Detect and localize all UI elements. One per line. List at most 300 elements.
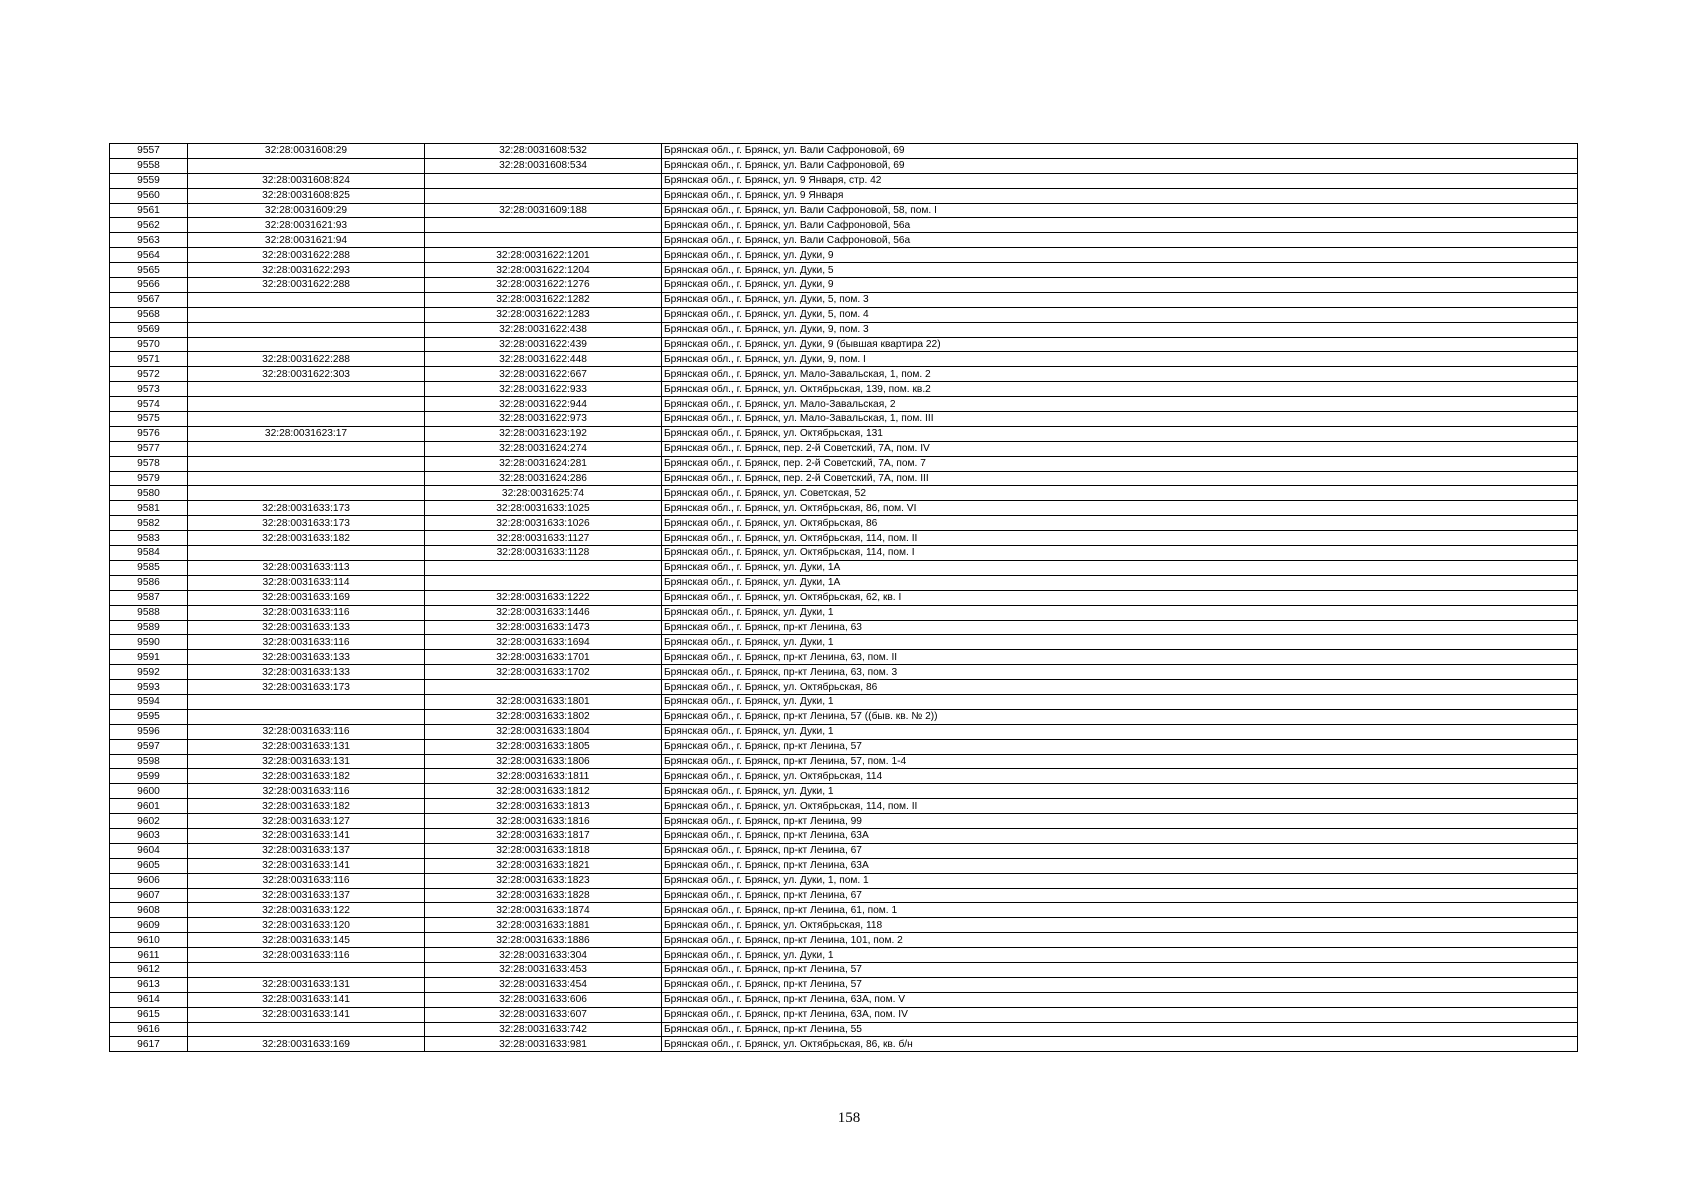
address-cell: Брянская обл., г. Брянск, ул. Октябрьская, 114, пом. II — [662, 531, 1578, 546]
table-row — [110, 680, 1578, 695]
table-row — [110, 560, 1578, 575]
address-cell: Брянская обл., г. Брянск, ул. Октябрьская, 86 — [662, 516, 1578, 531]
address-cell: Брянская обл., г. Брянск, ул. Дуки, 1, пом. 1 — [662, 873, 1578, 888]
table-row — [110, 307, 1578, 322]
row-number-cell: 9611 — [110, 948, 188, 963]
table-row — [110, 694, 1578, 709]
land-cadastral-number-cell — [188, 337, 425, 352]
land-cadastral-number-cell — [188, 709, 425, 724]
land-cadastral-number-cell: 32:28:0031633:120 — [188, 918, 425, 933]
table-row — [110, 233, 1578, 248]
row-number-cell: 9573 — [110, 382, 188, 397]
object-cadastral-number-cell: 32:28:0031633:1804 — [425, 724, 662, 739]
row-number-cell: 9617 — [110, 1037, 188, 1052]
table-row — [110, 739, 1578, 754]
address-cell: Брянская обл., г. Брянск, ул. Дуки, 1 — [662, 784, 1578, 799]
address-cell: Брянская обл., г. Брянск, пр-кт Ленина, 63, пом. 3 — [662, 665, 1578, 680]
land-cadastral-number-cell: 32:28:0031633:182 — [188, 799, 425, 814]
row-number-cell: 9587 — [110, 590, 188, 605]
registry-table-body — [110, 144, 1578, 1052]
address-cell: Брянская обл., г. Брянск, ул. Октябрьская, 86 — [662, 680, 1578, 695]
object-cadastral-number-cell — [425, 173, 662, 188]
land-cadastral-number-cell: 32:28:0031633:169 — [188, 590, 425, 605]
table-row — [110, 903, 1578, 918]
address-cell: Брянская обл., г. Брянск, ул. Октябрьская, 139, пом. кв.2 — [662, 382, 1578, 397]
row-number-cell: 9570 — [110, 337, 188, 352]
row-number-cell: 9571 — [110, 352, 188, 367]
address-cell: Брянская обл., г. Брянск, ул. Дуки, 1 — [662, 694, 1578, 709]
table-row — [110, 426, 1578, 441]
land-cadastral-number-cell: 32:28:0031633:169 — [188, 1037, 425, 1052]
object-cadastral-number-cell: 32:28:0031633:981 — [425, 1037, 662, 1052]
object-cadastral-number-cell: 32:28:0031633:1811 — [425, 769, 662, 784]
table-row — [110, 650, 1578, 665]
object-cadastral-number-cell: 32:28:0031622:667 — [425, 367, 662, 382]
object-cadastral-number-cell: 32:28:0031633:1694 — [425, 635, 662, 650]
table-row — [110, 203, 1578, 218]
land-cadastral-number-cell: 32:28:0031633:141 — [188, 858, 425, 873]
land-cadastral-number-cell: 32:28:0031623:17 — [188, 426, 425, 441]
row-number-cell: 9599 — [110, 769, 188, 784]
table-row — [110, 292, 1578, 307]
address-cell: Брянская обл., г. Брянск, ул. Мало-Завальская, 2 — [662, 397, 1578, 412]
table-row — [110, 382, 1578, 397]
row-number-cell: 9566 — [110, 278, 188, 293]
table-row — [110, 471, 1578, 486]
object-cadastral-number-cell — [425, 233, 662, 248]
address-cell: Брянская обл., г. Брянск, ул. Октябрьская, 114 — [662, 769, 1578, 784]
object-cadastral-number-cell: 32:28:0031622:1201 — [425, 248, 662, 263]
object-cadastral-number-cell: 32:28:0031633:1128 — [425, 546, 662, 561]
object-cadastral-number-cell: 32:28:0031633:1886 — [425, 933, 662, 948]
land-cadastral-number-cell: 32:28:0031633:122 — [188, 903, 425, 918]
row-number-cell: 9564 — [110, 248, 188, 263]
object-cadastral-number-cell: 32:28:0031633:1127 — [425, 531, 662, 546]
row-number-cell: 9562 — [110, 218, 188, 233]
land-cadastral-number-cell: 32:28:0031633:133 — [188, 665, 425, 680]
object-cadastral-number-cell: 32:28:0031609:188 — [425, 203, 662, 218]
address-cell: Брянская обл., г. Брянск, пр-кт Ленина, 57 — [662, 739, 1578, 754]
row-number-cell: 9567 — [110, 292, 188, 307]
row-number-cell: 9578 — [110, 456, 188, 471]
table-row — [110, 516, 1578, 531]
land-cadastral-number-cell: 32:28:0031633:145 — [188, 933, 425, 948]
land-cadastral-number-cell: 32:28:0031633:116 — [188, 948, 425, 963]
land-cadastral-number-cell: 32:28:0031609:29 — [188, 203, 425, 218]
object-cadastral-number-cell: 32:28:0031624:286 — [425, 471, 662, 486]
land-cadastral-number-cell: 32:28:0031633:116 — [188, 605, 425, 620]
row-number-cell: 9563 — [110, 233, 188, 248]
land-cadastral-number-cell: 32:28:0031633:116 — [188, 635, 425, 650]
land-cadastral-number-cell — [188, 546, 425, 561]
address-cell: Брянская обл., г. Брянск, ул. Дуки, 9 (бывшая квартира 22) — [662, 337, 1578, 352]
land-cadastral-number-cell — [188, 471, 425, 486]
land-cadastral-number-cell: 32:28:0031633:173 — [188, 501, 425, 516]
object-cadastral-number-cell: 32:28:0031633:453 — [425, 962, 662, 977]
object-cadastral-number-cell: 32:28:0031622:438 — [425, 322, 662, 337]
land-cadastral-number-cell — [188, 307, 425, 322]
row-number-cell: 9602 — [110, 814, 188, 829]
table-row — [110, 486, 1578, 501]
object-cadastral-number-cell: 32:28:0031622:973 — [425, 412, 662, 427]
land-cadastral-number-cell — [188, 382, 425, 397]
address-cell: Брянская обл., г. Брянск, пр-кт Ленина, 57 — [662, 977, 1578, 992]
row-number-cell: 9574 — [110, 397, 188, 412]
land-cadastral-number-cell: 32:28:0031633:131 — [188, 739, 425, 754]
row-number-cell: 9576 — [110, 426, 188, 441]
land-cadastral-number-cell: 32:28:0031633:141 — [188, 992, 425, 1007]
table-row — [110, 158, 1578, 173]
address-cell: Брянская обл., г. Брянск, ул. Октябрьская, 118 — [662, 918, 1578, 933]
table-row — [110, 531, 1578, 546]
object-cadastral-number-cell: 32:28:0031633:1025 — [425, 501, 662, 516]
land-cadastral-number-cell: 32:28:0031633:182 — [188, 531, 425, 546]
land-cadastral-number-cell: 32:28:0031622:303 — [188, 367, 425, 382]
land-cadastral-number-cell: 32:28:0031608:825 — [188, 188, 425, 203]
object-cadastral-number-cell: 32:28:0031633:1816 — [425, 814, 662, 829]
land-cadastral-number-cell: 32:28:0031633:113 — [188, 560, 425, 575]
row-number-cell: 9580 — [110, 486, 188, 501]
table-row — [110, 948, 1578, 963]
row-number-cell: 9582 — [110, 516, 188, 531]
row-number-cell: 9615 — [110, 1007, 188, 1022]
object-cadastral-number-cell: 32:28:0031608:534 — [425, 158, 662, 173]
address-cell: Брянская обл., г. Брянск, пр-кт Ленина, 67 — [662, 843, 1578, 858]
object-cadastral-number-cell: 32:28:0031622:1204 — [425, 263, 662, 278]
land-cadastral-number-cell: 32:28:0031633:141 — [188, 1007, 425, 1022]
land-cadastral-number-cell: 32:28:0031633:141 — [188, 828, 425, 843]
table-row — [110, 754, 1578, 769]
table-row — [110, 173, 1578, 188]
address-cell: Брянская обл., г. Брянск, пер. 2-й Советский, 7А, пом. 7 — [662, 456, 1578, 471]
object-cadastral-number-cell: 32:28:0031633:304 — [425, 948, 662, 963]
row-number-cell: 9614 — [110, 992, 188, 1007]
row-number-cell: 9610 — [110, 933, 188, 948]
table-row — [110, 188, 1578, 203]
land-cadastral-number-cell: 32:28:0031633:182 — [188, 769, 425, 784]
object-cadastral-number-cell: 32:28:0031633:1701 — [425, 650, 662, 665]
table-row — [110, 843, 1578, 858]
object-cadastral-number-cell: 32:28:0031633:1812 — [425, 784, 662, 799]
object-cadastral-number-cell: 32:28:0031633:1802 — [425, 709, 662, 724]
table-row — [110, 501, 1578, 516]
land-cadastral-number-cell — [188, 292, 425, 307]
object-cadastral-number-cell: 32:28:0031633:1813 — [425, 799, 662, 814]
address-cell: Брянская обл., г. Брянск, ул. Мало-Завальская, 1, пом. III — [662, 412, 1578, 427]
table-row — [110, 962, 1578, 977]
table-row — [110, 590, 1578, 605]
address-cell: Брянская обл., г. Брянск, пр-кт Ленина, 67 — [662, 888, 1578, 903]
address-cell: Брянская обл., г. Брянск, пер. 2-й Советский, 7А, пом. III — [662, 471, 1578, 486]
address-cell: Брянская обл., г. Брянск, ул. Дуки, 9 — [662, 278, 1578, 293]
object-cadastral-number-cell: 32:28:0031633:1818 — [425, 843, 662, 858]
table-row — [110, 873, 1578, 888]
table-row — [110, 769, 1578, 784]
address-cell: Брянская обл., г. Брянск, ул. Дуки, 5, пом. 3 — [662, 292, 1578, 307]
row-number-cell: 9608 — [110, 903, 188, 918]
address-cell: Брянская обл., г. Брянск, пр-кт Ленина, 101, пом. 2 — [662, 933, 1578, 948]
table-row — [110, 412, 1578, 427]
land-cadastral-number-cell: 32:28:0031622:288 — [188, 352, 425, 367]
object-cadastral-number-cell: 32:28:0031633:1823 — [425, 873, 662, 888]
row-number-cell: 9588 — [110, 605, 188, 620]
land-cadastral-number-cell: 32:28:0031633:116 — [188, 724, 425, 739]
address-cell: Брянская обл., г. Брянск, пр-кт Ленина, 63А, пом. V — [662, 992, 1578, 1007]
table-row — [110, 635, 1578, 650]
table-row — [110, 352, 1578, 367]
table-row — [110, 828, 1578, 843]
address-cell: Брянская обл., г. Брянск, пр-кт Ленина, 63А, пом. IV — [662, 1007, 1578, 1022]
row-number-cell: 9572 — [110, 367, 188, 382]
row-number-cell: 9597 — [110, 739, 188, 754]
address-cell: Брянская обл., г. Брянск, пр-кт Ленина, 63 — [662, 620, 1578, 635]
land-cadastral-number-cell — [188, 441, 425, 456]
address-cell: Брянская обл., г. Брянск, пр-кт Ленина, 61, пом. 1 — [662, 903, 1578, 918]
address-cell: Брянская обл., г. Брянск, пр-кт Ленина, 57 ((быв. кв. № 2)) — [662, 709, 1578, 724]
table-row — [110, 218, 1578, 233]
row-number-cell: 9603 — [110, 828, 188, 843]
object-cadastral-number-cell: 32:28:0031633:1446 — [425, 605, 662, 620]
address-cell: Брянская обл., г. Брянск, ул. Октябрьская, 86, кв. б/н — [662, 1037, 1578, 1052]
object-cadastral-number-cell: 32:28:0031624:281 — [425, 456, 662, 471]
table-row — [110, 322, 1578, 337]
address-cell: Брянская обл., г. Брянск, ул. Октябрьская, 114, пом. I — [662, 546, 1578, 561]
table-row — [110, 441, 1578, 456]
address-cell: Брянская обл., г. Брянск, пр-кт Ленина, 55 — [662, 1022, 1578, 1037]
object-cadastral-number-cell: 32:28:0031633:1874 — [425, 903, 662, 918]
address-cell: Брянская обл., г. Брянск, ул. Дуки, 1А — [662, 560, 1578, 575]
address-cell: Брянская обл., г. Брянск, ул. Октябрьская, 131 — [662, 426, 1578, 441]
page-number: 158 — [837, 1110, 861, 1126]
address-cell: Брянская обл., г. Брянск, ул. Вали Сафроновой, 58, пом. I — [662, 203, 1578, 218]
land-cadastral-number-cell: 32:28:0031633:173 — [188, 680, 425, 695]
land-cadastral-number-cell: 32:28:0031622:293 — [188, 263, 425, 278]
row-number-cell: 9595 — [110, 709, 188, 724]
object-cadastral-number-cell: 32:28:0031633:1806 — [425, 754, 662, 769]
object-cadastral-number-cell: 32:28:0031633:607 — [425, 1007, 662, 1022]
object-cadastral-number-cell: 32:28:0031623:192 — [425, 426, 662, 441]
table-row — [110, 575, 1578, 590]
row-number-cell: 9557 — [110, 144, 188, 159]
land-cadastral-number-cell: 32:28:0031622:288 — [188, 278, 425, 293]
address-cell: Брянская обл., г. Брянск, пер. 2-й Советский, 7А, пом. IV — [662, 441, 1578, 456]
row-number-cell: 9592 — [110, 665, 188, 680]
address-cell: Брянская обл., г. Брянск, ул. Октябрьская, 86, пом. VI — [662, 501, 1578, 516]
address-cell: Брянская обл., г. Брянск, ул. Дуки, 5, пом. 4 — [662, 307, 1578, 322]
land-cadastral-number-cell — [188, 694, 425, 709]
row-number-cell: 9589 — [110, 620, 188, 635]
row-number-cell: 9581 — [110, 501, 188, 516]
object-cadastral-number-cell: 32:28:0031622:1283 — [425, 307, 662, 322]
land-cadastral-number-cell: 32:28:0031633:133 — [188, 650, 425, 665]
address-cell: Брянская обл., г. Брянск, ул. Советская, 52 — [662, 486, 1578, 501]
row-number-cell: 9590 — [110, 635, 188, 650]
land-cadastral-number-cell: 32:28:0031633:116 — [188, 873, 425, 888]
address-cell: Брянская обл., г. Брянск, пр-кт Ленина, 63А — [662, 858, 1578, 873]
table-row — [110, 144, 1578, 159]
object-cadastral-number-cell: 32:28:0031633:742 — [425, 1022, 662, 1037]
object-cadastral-number-cell: 32:28:0031625:74 — [425, 486, 662, 501]
address-cell: Брянская обл., г. Брянск, ул. Мало-Завальская, 1, пом. 2 — [662, 367, 1578, 382]
table-row — [110, 665, 1578, 680]
land-cadastral-number-cell — [188, 486, 425, 501]
object-cadastral-number-cell: 32:28:0031633:606 — [425, 992, 662, 1007]
address-cell: Брянская обл., г. Брянск, ул. Дуки, 9, пом. I — [662, 352, 1578, 367]
table-row — [110, 263, 1578, 278]
row-number-cell: 9598 — [110, 754, 188, 769]
land-cadastral-number-cell: 32:28:0031622:288 — [188, 248, 425, 263]
row-number-cell: 9607 — [110, 888, 188, 903]
row-number-cell: 9593 — [110, 680, 188, 695]
table-row — [110, 278, 1578, 293]
table-row — [110, 977, 1578, 992]
object-cadastral-number-cell — [425, 575, 662, 590]
object-cadastral-number-cell: 32:28:0031633:1801 — [425, 694, 662, 709]
object-cadastral-number-cell: 32:28:0031633:1473 — [425, 620, 662, 635]
object-cadastral-number-cell: 32:28:0031633:1817 — [425, 828, 662, 843]
object-cadastral-number-cell: 32:28:0031633:1026 — [425, 516, 662, 531]
object-cadastral-number-cell: 32:28:0031633:1881 — [425, 918, 662, 933]
land-cadastral-number-cell — [188, 962, 425, 977]
land-cadastral-number-cell: 32:28:0031633:131 — [188, 977, 425, 992]
row-number-cell: 9616 — [110, 1022, 188, 1037]
address-cell: Брянская обл., г. Брянск, ул. 9 Января — [662, 188, 1578, 203]
row-number-cell: 9612 — [110, 962, 188, 977]
address-cell: Брянская обл., г. Брянск, ул. Дуки, 9 — [662, 248, 1578, 263]
row-number-cell: 9577 — [110, 441, 188, 456]
land-cadastral-number-cell — [188, 158, 425, 173]
table-row — [110, 799, 1578, 814]
object-cadastral-number-cell: 32:28:0031633:1222 — [425, 590, 662, 605]
land-cadastral-number-cell: 32:28:0031633:137 — [188, 843, 425, 858]
table-row — [110, 620, 1578, 635]
row-number-cell: 9605 — [110, 858, 188, 873]
land-cadastral-number-cell: 32:28:0031608:29 — [188, 144, 425, 159]
address-cell: Брянская обл., г. Брянск, ул. Дуки, 1 — [662, 635, 1578, 650]
row-number-cell: 9579 — [110, 471, 188, 486]
object-cadastral-number-cell: 32:28:0031622:448 — [425, 352, 662, 367]
row-number-cell: 9560 — [110, 188, 188, 203]
address-cell: Брянская обл., г. Брянск, ул. Дуки, 1А — [662, 575, 1578, 590]
land-cadastral-number-cell — [188, 456, 425, 471]
table-row — [110, 724, 1578, 739]
land-cadastral-number-cell: 32:28:0031621:94 — [188, 233, 425, 248]
table-row — [110, 888, 1578, 903]
object-cadastral-number-cell: 32:28:0031622:933 — [425, 382, 662, 397]
row-number-cell: 9591 — [110, 650, 188, 665]
address-cell: Брянская обл., г. Брянск, ул. Дуки, 1 — [662, 605, 1578, 620]
row-number-cell: 9606 — [110, 873, 188, 888]
object-cadastral-number-cell: 32:28:0031622:1282 — [425, 292, 662, 307]
row-number-cell: 9559 — [110, 173, 188, 188]
row-number-cell: 9565 — [110, 263, 188, 278]
row-number-cell: 9596 — [110, 724, 188, 739]
row-number-cell: 9600 — [110, 784, 188, 799]
object-cadastral-number-cell: 32:28:0031633:1805 — [425, 739, 662, 754]
object-cadastral-number-cell: 32:28:0031608:532 — [425, 144, 662, 159]
object-cadastral-number-cell: 32:28:0031622:944 — [425, 397, 662, 412]
table-row — [110, 858, 1578, 873]
land-cadastral-number-cell: 32:28:0031633:116 — [188, 784, 425, 799]
address-cell: Брянская обл., г. Брянск, ул. Вали Сафроновой, 56а — [662, 218, 1578, 233]
row-number-cell: 9558 — [110, 158, 188, 173]
object-cadastral-number-cell: 32:28:0031633:1702 — [425, 665, 662, 680]
row-number-cell: 9585 — [110, 560, 188, 575]
table-row — [110, 397, 1578, 412]
row-number-cell: 9568 — [110, 307, 188, 322]
address-cell: Брянская обл., г. Брянск, ул. Октябрьская, 62, кв. I — [662, 590, 1578, 605]
table-row — [110, 918, 1578, 933]
object-cadastral-number-cell: 32:28:0031633:1828 — [425, 888, 662, 903]
land-cadastral-number-cell: 32:28:0031608:824 — [188, 173, 425, 188]
land-cadastral-number-cell: 32:28:0031633:114 — [188, 575, 425, 590]
address-cell: Брянская обл., г. Брянск, ул. Дуки, 9, пом. 3 — [662, 322, 1578, 337]
table-row — [110, 337, 1578, 352]
row-number-cell: 9604 — [110, 843, 188, 858]
object-cadastral-number-cell: 32:28:0031624:274 — [425, 441, 662, 456]
row-number-cell: 9584 — [110, 546, 188, 561]
land-cadastral-number-cell: 32:28:0031633:127 — [188, 814, 425, 829]
row-number-cell: 9613 — [110, 977, 188, 992]
land-cadastral-number-cell — [188, 322, 425, 337]
table-row — [110, 248, 1578, 263]
table-row — [110, 367, 1578, 382]
land-cadastral-number-cell: 32:28:0031633:173 — [188, 516, 425, 531]
land-cadastral-number-cell — [188, 1022, 425, 1037]
land-cadastral-number-cell: 32:28:0031621:93 — [188, 218, 425, 233]
row-number-cell: 9561 — [110, 203, 188, 218]
row-number-cell: 9586 — [110, 575, 188, 590]
address-cell: Брянская обл., г. Брянск, пр-кт Ленина, 63, пом. II — [662, 650, 1578, 665]
address-cell: Брянская обл., г. Брянск, ул. 9 Января, стр. 42 — [662, 173, 1578, 188]
object-cadastral-number-cell — [425, 218, 662, 233]
table-row — [110, 784, 1578, 799]
table-row — [110, 605, 1578, 620]
row-number-cell: 9575 — [110, 412, 188, 427]
table-row — [110, 1037, 1578, 1052]
address-cell: Брянская обл., г. Брянск, пр-кт Ленина, 63А — [662, 828, 1578, 843]
object-cadastral-number-cell — [425, 188, 662, 203]
table-row — [110, 709, 1578, 724]
address-cell: Брянская обл., г. Брянск, пр-кт Ленина, 99 — [662, 814, 1578, 829]
row-number-cell: 9609 — [110, 918, 188, 933]
table-row — [110, 546, 1578, 561]
row-number-cell: 9569 — [110, 322, 188, 337]
address-cell: Брянская обл., г. Брянск, ул. Вали Сафроновой, 56а — [662, 233, 1578, 248]
land-cadastral-number-cell: 32:28:0031633:133 — [188, 620, 425, 635]
object-cadastral-number-cell: 32:28:0031622:1276 — [425, 278, 662, 293]
address-cell: Брянская обл., г. Брянск, ул. Вали Сафроновой, 69 — [662, 144, 1578, 159]
object-cadastral-number-cell: 32:28:0031633:1821 — [425, 858, 662, 873]
row-number-cell: 9601 — [110, 799, 188, 814]
address-cell: Брянская обл., г. Брянск, пр-кт Ленина, 57 — [662, 962, 1578, 977]
table-row — [110, 933, 1578, 948]
address-cell: Брянская обл., г. Брянск, ул. Октябрьская, 114, пом. II — [662, 799, 1578, 814]
object-cadastral-number-cell: 32:28:0031622:439 — [425, 337, 662, 352]
land-cadastral-number-cell — [188, 412, 425, 427]
land-cadastral-number-cell — [188, 397, 425, 412]
row-number-cell: 9583 — [110, 531, 188, 546]
table-row — [110, 992, 1578, 1007]
address-cell: Брянская обл., г. Брянск, ул. Дуки, 5 — [662, 263, 1578, 278]
row-number-cell: 9594 — [110, 694, 188, 709]
table-row — [110, 1007, 1578, 1022]
object-cadastral-number-cell — [425, 680, 662, 695]
address-cell: Брянская обл., г. Брянск, ул. Вали Сафроновой, 69 — [662, 158, 1578, 173]
table-row — [110, 814, 1578, 829]
address-cell: Брянская обл., г. Брянск, пр-кт Ленина, 57, пом. 1-4 — [662, 754, 1578, 769]
address-cell: Брянская обл., г. Брянск, ул. Дуки, 1 — [662, 724, 1578, 739]
